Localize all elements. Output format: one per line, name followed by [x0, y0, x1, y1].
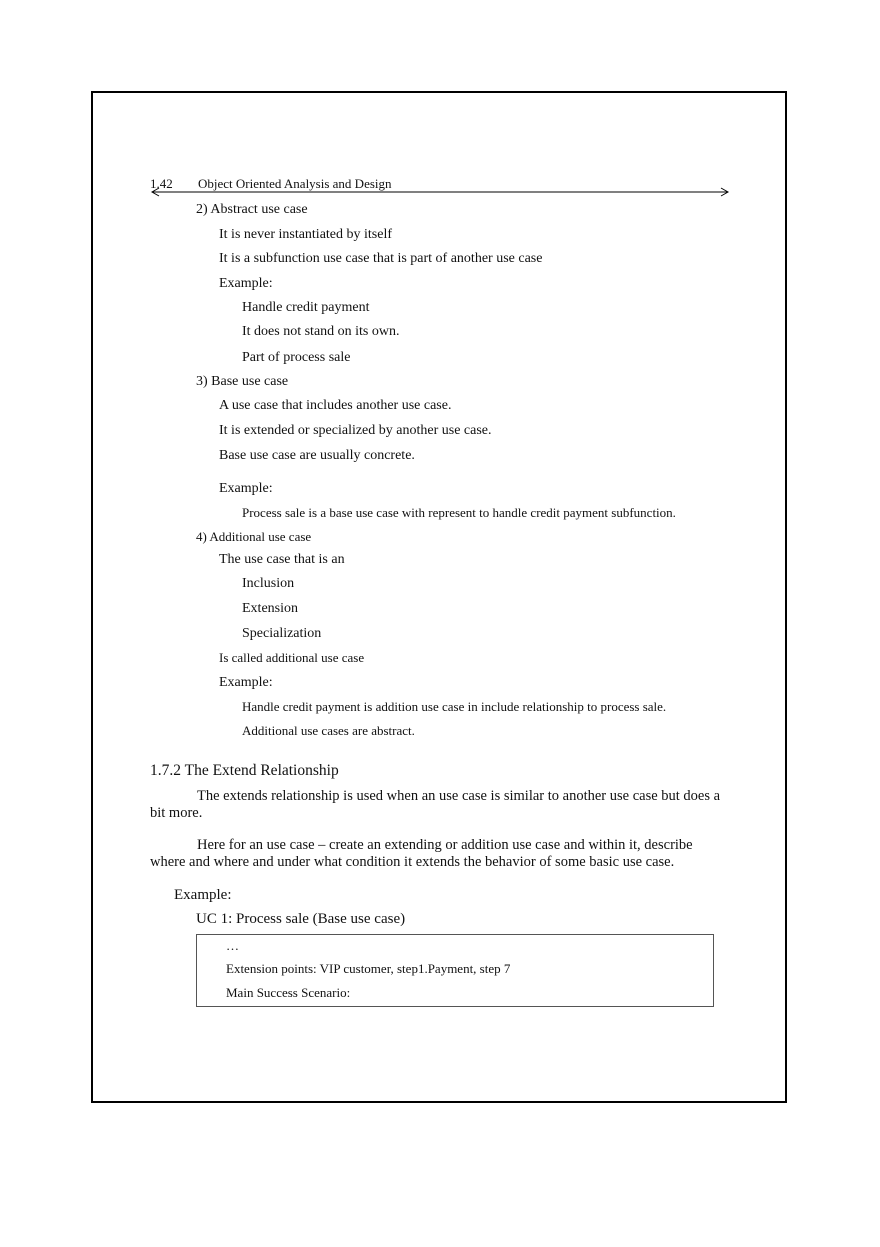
example-line: It does not stand on its own. [242, 324, 400, 339]
example-line: Handle credit payment [242, 300, 370, 315]
list-item: Specialization [242, 626, 322, 641]
base-use-case-heading: 3) Base use case [196, 374, 289, 389]
text-line: Base use case are usually concrete. [219, 448, 415, 463]
text-line: It is extended or specialized by another use case. [219, 423, 492, 438]
list-item: Inclusion [242, 576, 295, 591]
example-label: Example: [174, 887, 232, 903]
paragraph-text: The extends relationship is used when an use case is similar to another use case but does a bit more. [150, 788, 721, 821]
list-item: Extension [242, 601, 298, 616]
example-label: Example: [219, 481, 273, 496]
example-label: Example: [219, 675, 273, 690]
additional-use-case-heading: 4) Additional use case [196, 529, 312, 544]
ellipsis: … [226, 938, 239, 953]
header-rule-arrow [150, 186, 730, 198]
paragraph [150, 788, 730, 822]
text-line: A use case that includes another use case. [219, 398, 452, 413]
section-heading: 1.7.2 The Extend Relationship [150, 762, 339, 779]
example-line: Handle credit payment is addition use case in include relationship to process sale. [242, 699, 667, 714]
text-line: The use case that is an [219, 552, 345, 567]
main-success-scenario-line: Main Success Scenario: [226, 985, 351, 1000]
page-number: 1.42 [150, 176, 173, 191]
abstract-use-case-heading: 2) Abstract use case [196, 202, 308, 217]
paragraph [150, 837, 730, 871]
running-title: Object Oriented Analysis and Design [198, 176, 392, 191]
text-line: It is never instantiated by itself [219, 227, 393, 242]
extension-points-line: Extension points: VIP customer, step1.Payment, step 7 [226, 961, 511, 976]
example-line: Process sale is a base use case with represent to handle credit payment subfunction. [242, 505, 676, 520]
example-line: Part of process sale [242, 350, 351, 365]
paragraph-text: Here for an use case – create an extending or addition use case and within it, describe where and where and under what condition it extends the behavior of some basic use case. [150, 837, 693, 870]
text-line: Is called additional use case [219, 650, 365, 665]
example-line: Additional use cases are abstract. [242, 723, 415, 738]
use-case-title: UC 1: Process sale (Base use case) [196, 911, 406, 927]
example-label: Example: [219, 276, 273, 291]
text-line: It is a subfunction use case that is part of another use case [219, 251, 543, 266]
